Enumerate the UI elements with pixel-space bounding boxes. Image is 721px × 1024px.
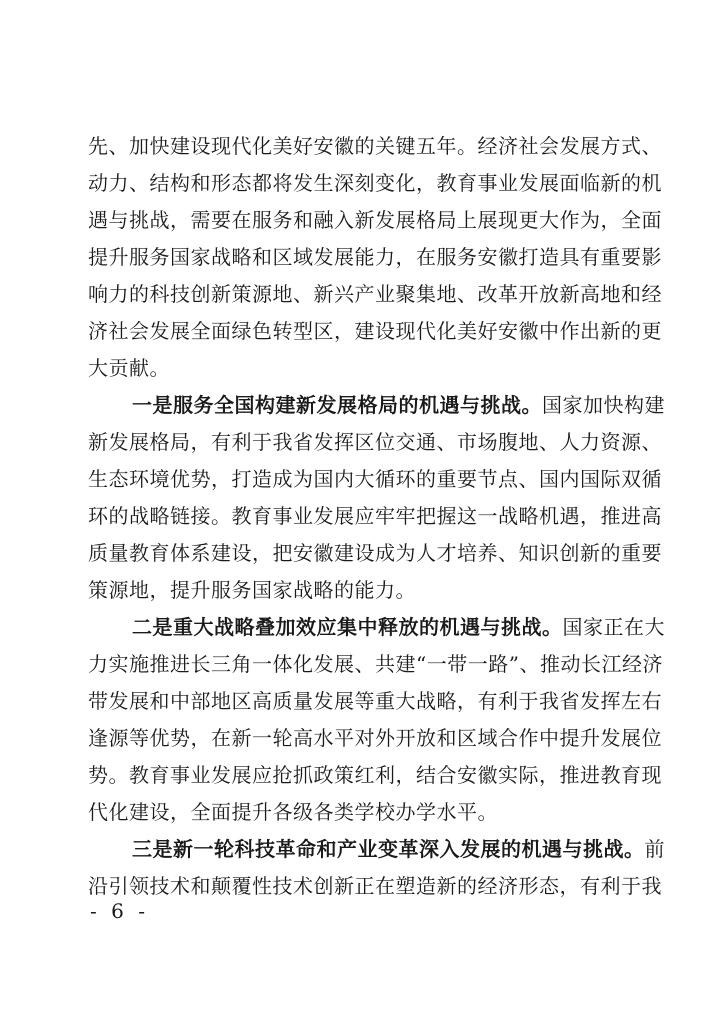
paragraph-4-first-line-rest: 前 (644, 837, 665, 861)
paragraph-2-line-3: 生态环境优势，打造成为国内大循环的重要节点、国内国际双循 (88, 467, 662, 491)
page-number: - 6 - (90, 899, 149, 923)
paragraph-3-line-6: 代化建设，全面提升各级各类学校办学水平。 (88, 800, 498, 824)
paragraph-1-line-7: 大贡献。 (88, 356, 170, 380)
paragraph-2-line-5: 质量教育体系建设，把安徽建设成为人才培养、知识创新的重要 (88, 541, 662, 565)
paragraph-2-first-line (88, 387, 665, 424)
paragraph-1-line-2: 动力、结构和形态都将发生深刻变化，教育事业发展面临新的机 (88, 171, 662, 195)
paragraph-1-line-5: 响力的科技创新策源地、新兴产业聚集地、改革开放新高地和经 (88, 282, 662, 306)
paragraph-3-line-4: 逢源等优势，在新一轮高水平对外开放和区域合作中提升发展位 (88, 726, 662, 750)
paragraph-4-line-2: 沿引领技术和颠覆性技术创新正在塑造新的经济形态，有利于我 (88, 874, 662, 898)
paragraph-3-line-3: 带发展和中部地区高质量发展等重大战略，有利于我省发挥左右 (88, 689, 662, 713)
paragraph-1-line-6: 济社会发展全面绿色转型区，建设现代化美好安徽中作出新的更 (88, 319, 662, 343)
paragraph-2-line-6: 策源地，提升服务国家战略的能力。 (88, 578, 416, 602)
paragraph-1-line-1: 先、加快建设现代化美好安徽的关键五年。经济社会发展方式、 (88, 134, 662, 158)
paragraph-2-first-line-rest: 国家加快构建 (542, 393, 665, 417)
paragraph-2-line-2: 新发展格局，有利于我省发挥区位交通、市场腹地、人力资源、 (88, 430, 662, 454)
paragraph-3-first-line-rest: 国家正在大 (562, 615, 665, 639)
paragraph-3-line-2: 力实施推进长三角一体化发展、共建“一带一路”、推动长江经济 (88, 652, 663, 676)
paragraph-1-line-4: 提升服务国家战略和区域发展能力，在服务安徽打造具有重要影 (88, 245, 662, 269)
paragraph-2-line-4: 环的战略链接。教育事业发展应牢牢把握这一战略机遇，推进高 (88, 504, 662, 528)
paragraph-4-heading: 三是新一轮科技革命和产业变革深入发展的机遇与挑战。 (132, 837, 645, 861)
paragraph-3-heading: 二是重大战略叠加效应集中释放的机遇与挑战。 (132, 615, 563, 639)
paragraph-1-line-3: 遇与挑战，需要在服务和融入新发展格局上展现更大作为，全面 (88, 208, 662, 232)
paragraph-3-line-5: 势。教育事业发展应抢抓政策红利，结合安徽实际，推进教育现 (88, 763, 662, 787)
paragraph-4-first-line (88, 831, 665, 868)
paragraph-2-heading: 一是服务全国构建新发展格局的机遇与挑战。 (132, 393, 542, 417)
paragraph-3-first-line (88, 609, 665, 646)
document-body (88, 128, 665, 905)
